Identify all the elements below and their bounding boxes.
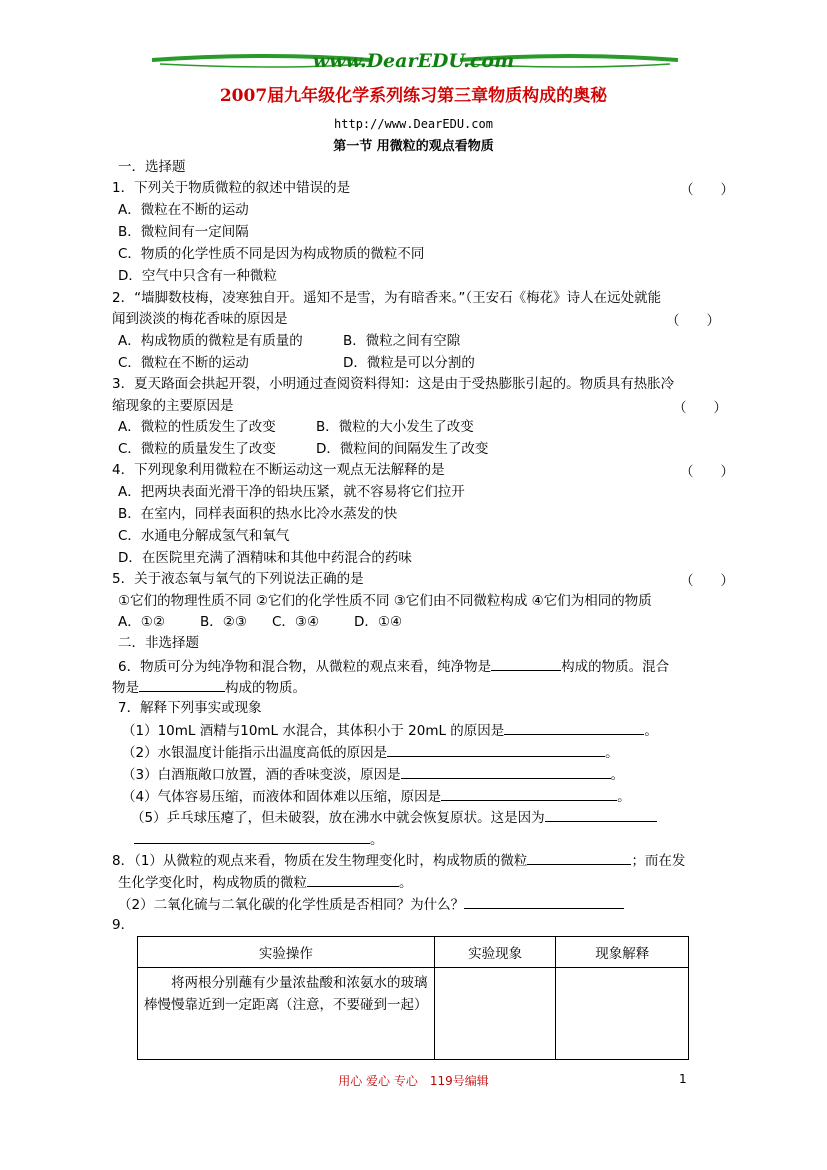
q7-blank-5b[interactable] [134,829,370,844]
table-header-explanation: 现象解释 [556,937,689,968]
q3-option-d: D．微粒间的间隔发生了改变 [316,441,489,457]
q1-option-c: C．物质的化学性质不同是因为构成物质的微粒不同 [118,246,425,262]
q5-option-d: D．①④ [354,614,403,630]
experiment-table [137,936,689,1060]
q8-text-a: 8．（1）从微粒的观点来看，物质在发生物理变化时，构成物质的微粒 [112,853,528,869]
q6-line1 [118,656,669,678]
q5-answer-paren: （ ） [680,573,734,589]
q3-stem-line1: 3．夏天路面会拱起开裂，小明通过查阅资料得知：这是由于受热膨胀引起的。物质具有热胀冷 [112,376,675,392]
q8-text-d: 。 [399,875,413,891]
q5-option-a: A．①② [118,614,165,630]
q7-item-3 [122,764,624,786]
q8-text-c: 生化学变化时，构成物质的微粒 [118,875,307,891]
q7-blank-5a[interactable] [545,807,657,822]
q8-line2 [118,872,413,894]
q3-stem-line2: 缩现象的主要原因是 [112,398,234,414]
q6-text-d: 构成的物质。 [225,680,306,696]
q8-blank-3[interactable] [464,894,624,909]
q8-text-e: （2）二氧化硫与二氧化碳的化学性质是否相同？为什么？ [118,897,465,913]
q3-answer-paren: （ ） [673,400,727,416]
q8-blank-1[interactable] [527,850,631,865]
site-url[interactable]: http://www.DearEDU.com [334,117,493,131]
q8-line1 [112,850,685,872]
q7-item-1-end: 。 [644,723,658,739]
q3-option-a: A．微粒的性质发生了改变 [118,419,276,435]
q7-item-5-end: 。 [370,832,384,848]
q4-option-c: C．水通电分解成氢气和氧气 [118,528,290,544]
q4-answer-paren: （ ） [680,464,734,480]
footer-text: 用心 爱心 专心 119号编辑 [338,1074,489,1088]
q7-blank-2[interactable] [387,742,605,757]
q7-item-3-text: （3）白酒瓶敞口放置，酒的香味变淡，原因是 [122,767,401,783]
q7-stem: 7．解释下列事实或现象 [118,700,262,716]
q4-stem: 4．下列现象利用微粒在不断运动这一观点无法解释的是 [112,462,445,478]
q2-option-a: A．构成物质的微粒是有质量的 [118,333,303,349]
q2-stem-line2: 闻到淡淡的梅花香味的原因是 [112,311,288,327]
q5-statements: ①它们的物理性质不同 ②它们的化学性质不同 ③它们由不同微粒构成 ④它们为相同的物质 [118,593,652,609]
q7-item-5-text: （5）乒乓球压瘪了，但未破裂，放在沸水中就会恢复原状。这是因为 [131,810,545,826]
q4-option-b: B．在室内，同样表面积的热水比冷水蒸发的快 [118,506,398,522]
q7-item-5 [131,807,657,829]
q8-blank-2[interactable] [307,872,399,887]
q2-stem-line1: 2．“墙脚数枝梅，凌寒独自开。遥知不是雪，为有暗香来。”（王安石《梅花》诗人在远处就能 [112,290,662,306]
q7-item-2 [122,742,619,764]
q7-blank-4[interactable] [441,786,617,801]
q7-item-4 [122,786,631,808]
page-number: 1 [679,1072,687,1086]
q4-option-a: A．把两块表面光滑干净的铅块压紧，就不容易将它们拉开 [118,484,465,500]
q3-option-b: B．微粒的大小发生了改变 [316,419,474,435]
q2-answer-paren: （ ） [666,313,720,329]
q7-item-2-end: 。 [605,745,619,761]
table-header-operation: 实验操作 [138,937,435,968]
q7-item-3-end: 。 [610,767,625,783]
q1-option-a: A．微粒在不断的运动 [118,202,249,218]
q5-option-c: C．③④ [272,614,320,630]
q6-blank-1[interactable] [491,656,561,671]
site-banner[interactable]: www.DearEDU.com [312,50,515,72]
q8-line3 [118,894,624,916]
q7-item-4-end: 。 [617,789,631,805]
part2-title: 二．非选择题 [118,635,199,651]
table-header-phenomenon: 实验现象 [434,937,556,968]
q7-item-1 [122,720,658,742]
document-title: 2007届九年级化学系列练习第三章物质构成的奥秘 [219,86,608,106]
q1-option-b: B．微粒间有一定间隔 [118,224,249,240]
q2-option-d: D．微粒是可以分割的 [343,355,475,371]
q6-text-a: 6．物质可分为纯净物和混合物，从微粒的观点来看，纯净物是 [118,659,492,675]
section-title: 第一节 用微粒的观点看物质 [333,139,494,154]
q1-stem: 1．下列关于物质微粒的叙述中错误的是 [112,180,351,196]
q6-text-c: 物是 [112,680,139,696]
part1-title: 一．选择题 [118,159,186,175]
q1-answer-paren: （ ） [680,182,734,198]
q1-option-d: D．空气中只含有一种微粒 [118,268,277,284]
table-cell-explanation[interactable] [556,968,689,1060]
q7-blank-1[interactable] [504,720,644,735]
q7-blank-3[interactable] [401,764,611,779]
q2-option-b: B．微粒之间有空隙 [343,333,461,349]
q7-item-1-text: （1）10mL 酒精与10mL 水混合，其体积小于 20mL 的原因是 [122,723,505,739]
table-cell-operation: 将两根分别蘸有少量浓盐酸和浓氨水的玻璃棒慢慢靠近到一定距离（注意，不要碰到一起） [138,968,435,1060]
q6-blank-2[interactable] [139,677,225,692]
q6-text-b: 构成的物质。混合 [561,659,670,675]
q3-option-c: C．微粒的质量发生了改变 [118,441,276,457]
q6-line2 [112,677,306,699]
q7-item-2-text: （2）水银温度计能指示出温度高低的原因是 [122,745,388,761]
q8-text-b: ；而在发 [631,853,686,869]
table-cell-phenomenon[interactable] [434,968,556,1060]
q5-option-b: B．②③ [200,614,247,630]
q2-option-c: C．微粒在不断的运动 [118,355,249,371]
q7-item-4-text: （4）气体容易压缩，而液体和固体难以压缩，原因是 [122,789,442,805]
q9-number: 9． [112,917,135,933]
q5-stem: 5．关于液态氧与氧气的下列说法正确的是 [112,571,364,587]
q4-option-d: D．在医院里充满了酒精味和其他中药混合的药味 [118,550,412,566]
q7-item-5-cont [134,829,384,851]
